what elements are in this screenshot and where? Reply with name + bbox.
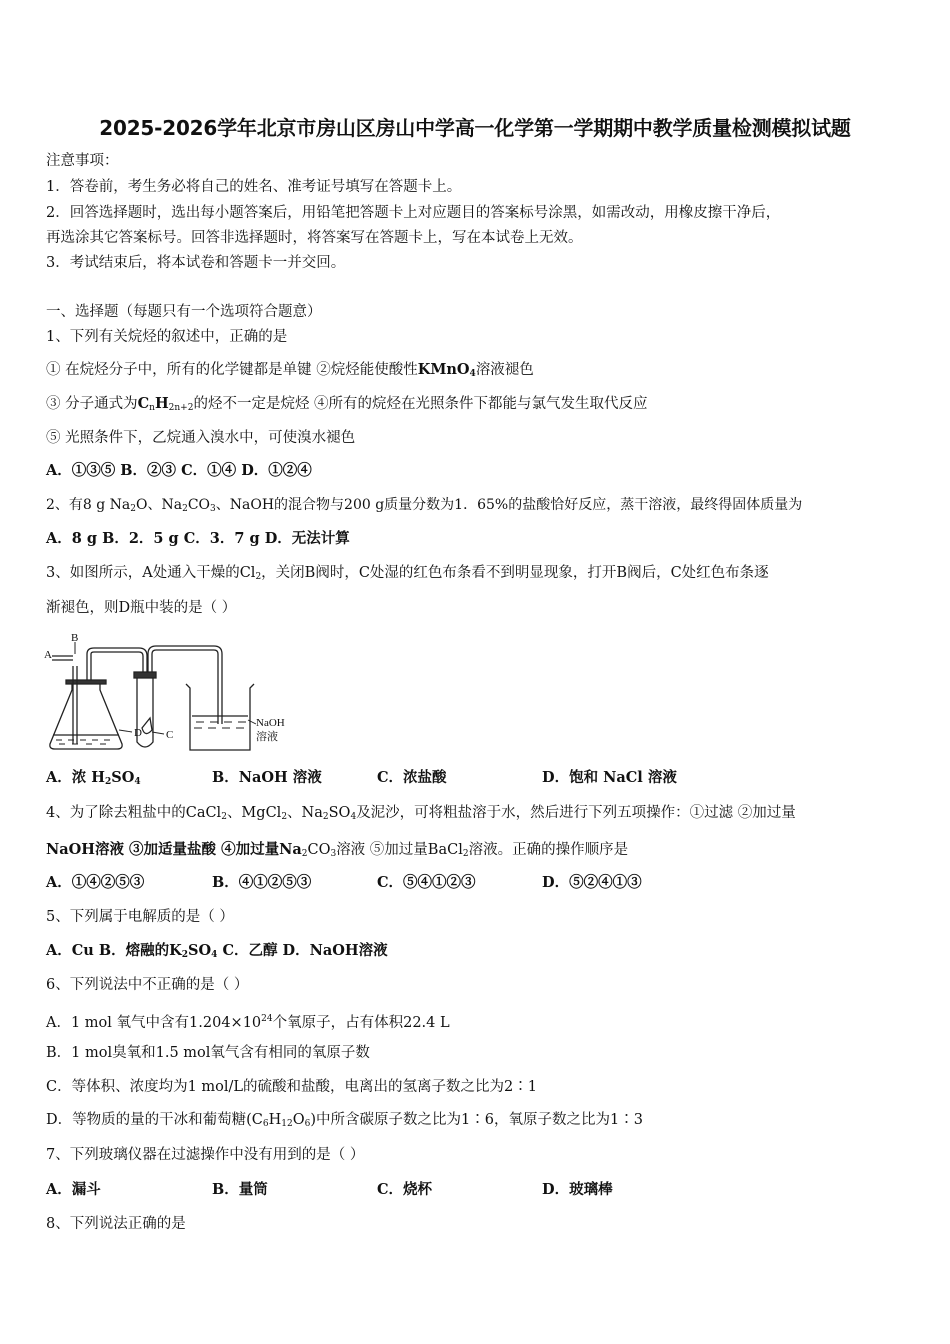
- q1-statement-2: ③ 分子通式为$C_nH_{2n+2}$的烃不一定是烷烃 ④所有的烷烃在光照条件下都能与氯气发生取代反应: [46, 395, 648, 413]
- notice-item-2-cont: 再选涂其它答案标号。回答非选择题时，将答案写在答题卡上，写在本试卷上无效。: [46, 230, 583, 246]
- notice-item-2: 2．回答选择题时，选出每小题答案后，用铅笔把答题卡上对应题目的答案标号涂黑，如需改动，用橡皮擦干净后，: [46, 205, 781, 221]
- q4-stem: 4、为了除去粗盐中的CaCl$_2$、MgCl$_2$、$Na_2SO_4$及泥沙，可将粗盐溶于水，然后进行下列五项操作：①过滤 ②加过量: [46, 805, 796, 822]
- q1-statement-3: ⑤ 光照条件下，乙烷通入溴水中，可使溴水褪色: [46, 430, 356, 446]
- q8-stem: 8、下列说法正确的是: [46, 1216, 186, 1232]
- q4-stem-cont: NaOH溶液 ③加适量盐酸 ④加过量$Na_2CO_3$溶液 ⑤加过量BaCl$_2$溶液。正确的操作顺序是: [46, 841, 629, 859]
- q6-option-c: C．等体积、浓度均为1 mol/L的硫酸和盐酸，电离出的氢离子数之比为2∶1: [46, 1079, 538, 1095]
- fig-label-b: B: [71, 632, 79, 644]
- q4-option-c: C．⑤④①②③: [377, 874, 476, 891]
- q7-option-b: B．量筒: [212, 1181, 268, 1198]
- q3-apparatus-figure: [44, 632, 304, 757]
- q6-option-a: A．1 mol 氧气中含有$1.204\times 10^{24}$个氧原子，占有体积22.4 L: [46, 1014, 450, 1031]
- page-title: 2025-2026学年北京市房山区房山中学高一化学第一学期期中教学质量检测模拟试题: [99, 116, 851, 140]
- q2-options: A．8 g B．2．5 g C．3．7 g D．无法计算: [46, 530, 350, 547]
- fig-label-c: C: [166, 729, 174, 741]
- section-heading: 一、选择题（每题只有一个选项符合题意）: [46, 304, 322, 320]
- q3-option-a: A．浓 $H_2SO_4$: [46, 769, 141, 787]
- q6-option-d: D．等物质的量的干冰和葡萄糖$(C_6H_{12}O_6)$中所含碳原子数之比为1∶6，氧原子数之比为1∶3: [46, 1112, 643, 1129]
- q7-option-d: D．玻璃棒: [542, 1181, 613, 1198]
- q5-options: A．Cu B．熔融的$K_2SO_4$ C．乙醇 D．NaOH溶液: [46, 942, 388, 960]
- q7-option-c: C．烧杯: [377, 1181, 433, 1198]
- q5-stem: 5、下列属于电解质的是（ ）: [46, 909, 234, 925]
- q2-stem: 2、有8 g $Na_2O$、$Na_2CO_3$、NaOH的混合物与200 g质量分数为1．65%的盐酸恰好反应，蒸干溶液，最终得固体质量为: [46, 497, 803, 514]
- fig-label-solution: 溶液: [256, 731, 278, 743]
- q3-stem-cont: 渐褪色，则D瓶中装的是（ ）: [46, 600, 237, 616]
- q3-option-c: C．浓盐酸: [377, 769, 447, 786]
- q3-option-b: B．NaOH 溶液: [212, 769, 322, 786]
- q4-option-a: A．①④②⑤③: [46, 874, 145, 891]
- q4-option-b: B．④①②⑤③: [212, 874, 312, 891]
- fig-label-d: D: [134, 727, 142, 739]
- notice-item-3: 3．考试结束后，将本试卷和答题卡一并交回。: [46, 255, 346, 271]
- q1-statement-1: ① 在烷烃分子中，所有的化学键都是单键 ②烷烃能使酸性KMnO$_4$溶液褪色: [46, 361, 534, 379]
- q7-stem: 7、下列玻璃仪器在过滤操作中没有用到的是（ ）: [46, 1147, 365, 1163]
- q6-stem: 6、下列说法中不正确的是（ ）: [46, 977, 249, 993]
- notice-item-1: 1．答卷前，考生务必将自己的姓名、准考证号填写在答题卡上。: [46, 179, 462, 195]
- q1-stem: 1、下列有关烷烃的叙述中，正确的是: [46, 329, 288, 345]
- q1-options: A．①③⑤ B．②③ C．①④ D．①②④: [46, 462, 312, 479]
- fig-label-naoh: NaOH: [256, 717, 285, 729]
- q4-option-d: D．⑤②④①③: [542, 874, 642, 891]
- q3-option-d: D．饱和 NaCl 溶液: [542, 769, 677, 786]
- q6-option-b: B．1 mol臭氧和1.5 mol氧气含有相同的氧原子数: [46, 1045, 370, 1061]
- q7-option-a: A．漏斗: [46, 1181, 101, 1198]
- q3-stem: 3、如图所示，A处通入干燥的$Cl_2$，关闭B阀时，C处湿的红色布条看不到明显现象，打开B阀后，C处红色布条逐: [46, 565, 769, 582]
- fig-label-a: A: [44, 649, 52, 661]
- notice-heading: 注意事项：: [46, 153, 119, 169]
